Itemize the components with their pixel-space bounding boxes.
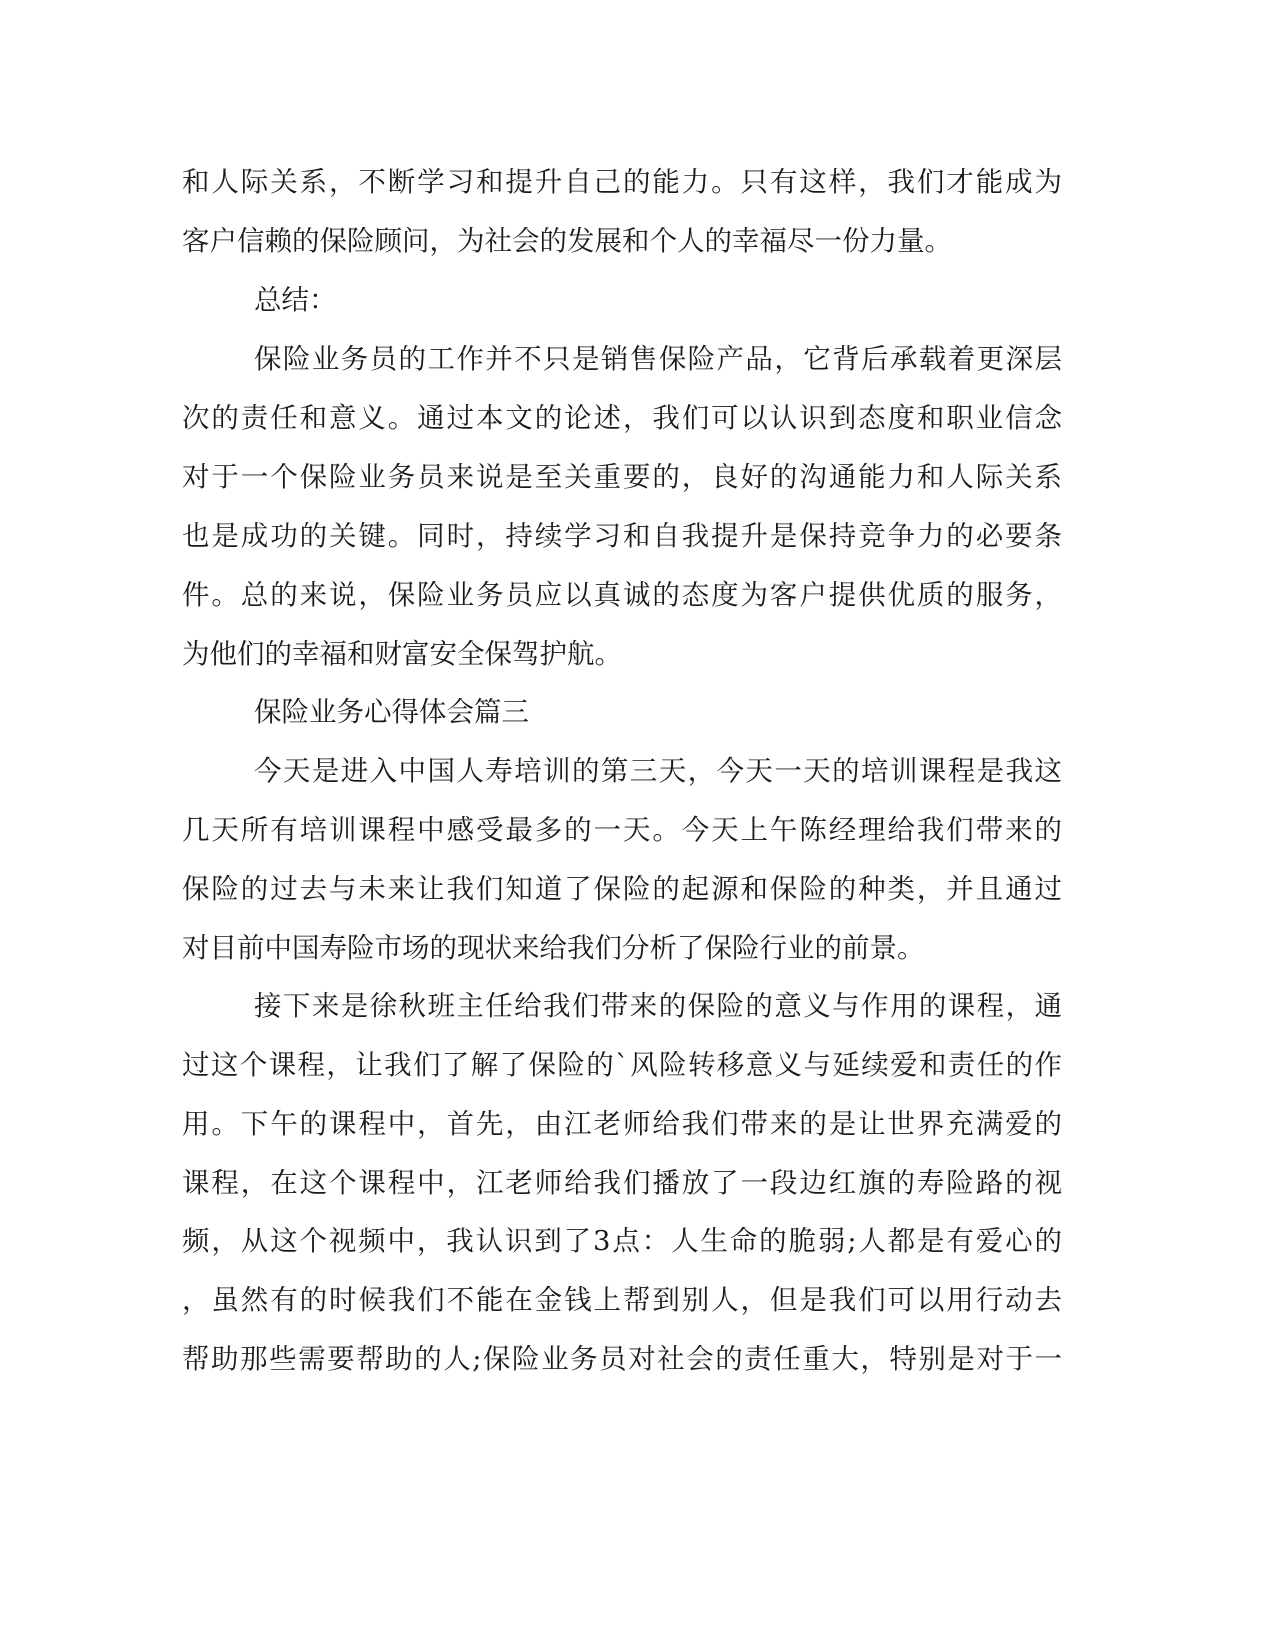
text-line: 和人际关系，不断学习和提升自己的能力。只有这样，我们才能成为 (182, 166, 1062, 198)
text-line: 保险业务员的工作并不只是销售保险产品，它背后承载着更深层 (254, 343, 1062, 375)
text-line: 今天是进入中国人寿培训的第三天，今天一天的培训课程是我这 (254, 755, 1062, 787)
text-line: 几天所有培训课程中感受最多的一天。今天上午陈经理给我们带来的 (182, 814, 1062, 846)
text-line: 帮助那些需要帮助的人;保险业务员对社会的责任重大，特别是对于一 (182, 1343, 1062, 1375)
text-line: 对于一个保险业务员来说是至关重要的，良好的沟通能力和人际关系 (182, 461, 1062, 493)
section-heading: 总结： (254, 284, 337, 316)
text-line: 用。下午的课程中，首先，由江老师给我们带来的是让世界充满爱的 (182, 1108, 1062, 1140)
section-heading: 保险业务心得体会篇三 (254, 696, 529, 728)
text-line: 保险的过去与未来让我们知道了保险的起源和保险的种类，并且通过 (182, 873, 1062, 905)
text-line: 接下来是徐秋班主任给我们带来的保险的意义与作用的课程，通 (254, 990, 1062, 1022)
text-line: 频，从这个视频中，我认识到了3点：人生命的脆弱;人都是有爱心的 (182, 1225, 1062, 1257)
text-line: 过这个课程，让我们了解了保险的`风险转移意义与延续爱和责任的作 (182, 1049, 1062, 1081)
text-line: 课程，在这个课程中，江老师给我们播放了一段边红旗的寿险路的视 (182, 1167, 1062, 1199)
text-line: ，虽然有的时候我们不能在金钱上帮到别人，但是我们可以用行动去 (182, 1284, 1062, 1316)
text-line: 也是成功的关键。同时，持续学习和自我提升是保持竞争力的必要条 (182, 520, 1062, 552)
text-line: 对目前中国寿险市场的现状来给我们分析了保险行业的前景。 (182, 932, 925, 964)
text-line: 件。总的来说，保险业务员应以真诚的态度为客户提供优质的服务， (182, 579, 1062, 611)
text-line: 次的责任和意义。通过本文的论述，我们可以认识到态度和职业信念 (182, 402, 1062, 434)
text-line: 客户信赖的保险顾问，为社会的发展和个人的幸福尽一份力量。 (182, 225, 952, 257)
text-line: 为他们的幸福和财富安全保驾护航。 (182, 638, 622, 670)
